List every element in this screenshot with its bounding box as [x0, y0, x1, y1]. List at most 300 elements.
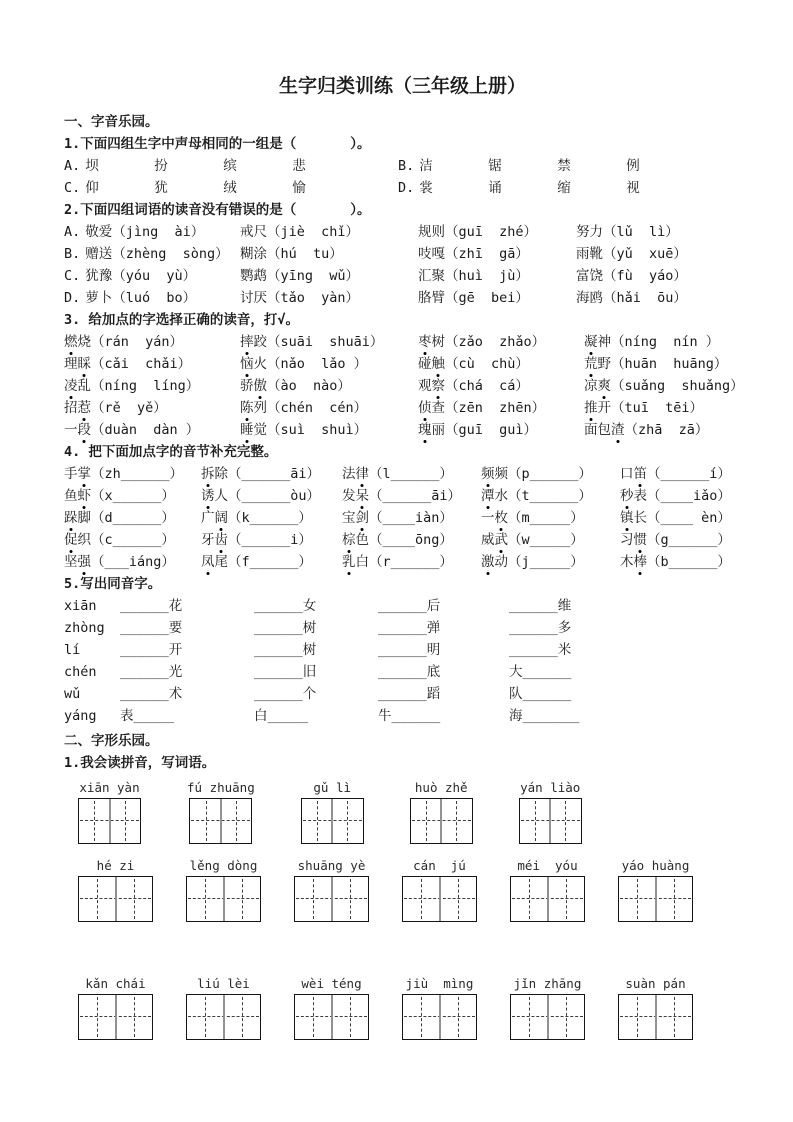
pinyin-text: 规则（guī zhé） [418, 224, 538, 240]
pinyin-options: （______òu） [228, 488, 321, 504]
dotted-word [240, 419, 418, 441]
pinyin-text: 吱嘎（zhī gā） [418, 246, 529, 262]
character: 觉 [253, 422, 267, 438]
pinyin-label: jiù mìng [405, 976, 474, 991]
character: 理 [64, 356, 78, 372]
option-character: 缩 [557, 180, 571, 196]
dotted-word [240, 331, 418, 353]
pinyin-options: （níng nín ） [611, 334, 720, 350]
pinyin-options: （zēn zhēn） [445, 400, 546, 416]
homophone-blank: ______花 [120, 598, 183, 614]
homophone-blank: 海_______ [509, 708, 580, 724]
writing-grid-box [402, 994, 477, 1040]
question-1-options [64, 155, 741, 199]
homophone-blank: ______后 [378, 598, 441, 614]
homophone-blank: 大______ [509, 664, 572, 680]
character: 面 [584, 422, 598, 438]
word-row [64, 485, 741, 507]
word-with-pinyin [576, 243, 741, 265]
writing-grid-box [402, 876, 477, 922]
pinyin-label: yán liào [520, 780, 581, 795]
pinyin-label: méi yóu [517, 858, 578, 873]
dotted-character: 掌 [78, 463, 92, 485]
dotted-word [64, 331, 240, 353]
pinyin-options: （m_____） [508, 510, 584, 526]
option-label: D. [64, 290, 81, 306]
word-with-pinyin [418, 287, 576, 309]
grid-box-row [78, 780, 741, 844]
pinyin-text: 敬爱（jìng ài） [85, 224, 205, 240]
dotted-word [64, 507, 201, 529]
dotted-character: 恼 [240, 353, 254, 375]
pinyin-options: （___iáng） [91, 554, 175, 570]
pinyin-text: 汇聚（huì jù） [418, 268, 529, 284]
character: 坚 [64, 554, 78, 570]
character: 一 [481, 510, 495, 526]
dotted-character: 凌 [64, 375, 78, 397]
pinyin-options: （____ōng） [369, 532, 453, 548]
option-label: B. [64, 246, 81, 262]
dotted-word [481, 507, 620, 529]
homophone-blank: 白_____ [254, 708, 309, 724]
grid-vertical-dash-line [205, 997, 206, 1037]
writing-grid-unit [294, 858, 369, 922]
pinyin-label: wǔ [64, 686, 81, 702]
writing-grid-box [294, 876, 369, 922]
question-2-options [64, 221, 741, 309]
grid-center-divider [549, 799, 551, 843]
pinyin-text: 鹦鹉（yīng wǔ） [240, 268, 360, 284]
pinyin-label: shuāng yè [297, 858, 366, 873]
writing-grid-unit [186, 976, 261, 1040]
character: 宝 [342, 510, 356, 526]
dotted-word [64, 375, 240, 397]
dotted-character: 激 [481, 551, 495, 573]
writing-grid-box [189, 798, 252, 844]
word-row [64, 507, 741, 529]
character: 长 [633, 510, 647, 526]
option-character: 裳 [419, 180, 433, 196]
writing-grid-box [78, 876, 153, 922]
grid-center-divider [655, 995, 657, 1039]
word-with-pinyin [576, 265, 741, 287]
character: 水 [494, 488, 508, 504]
option-group [398, 155, 741, 177]
dotted-word [64, 485, 201, 507]
homophone-blank: ______树 [254, 642, 317, 658]
option-label: C. [64, 268, 81, 284]
dotted-word [64, 529, 201, 551]
grid-box-row [78, 976, 741, 1040]
pinyin-options: （tuī tēi） [611, 400, 704, 416]
pinyin-options: （duàn dàn ） [91, 422, 200, 438]
dotted-word [620, 485, 741, 507]
pinyin-options: （guī guì） [445, 422, 538, 438]
option-character: 扮 [154, 158, 168, 174]
option-character: 洁 [419, 158, 433, 174]
pinyin-text: 糊涂（hú tu） [240, 246, 343, 262]
pinyin-options: （g______） [647, 532, 731, 548]
word-row [64, 331, 741, 353]
grid-vertical-dash-line [313, 997, 314, 1037]
homophone-blank: ______树 [254, 620, 317, 636]
option-character: 例 [626, 158, 640, 174]
grid-vertical-dash-line [236, 801, 237, 841]
pinyin-options: （zǎo zhǎo） [445, 334, 546, 350]
option-character: 视 [626, 180, 640, 196]
character: 火 [253, 356, 267, 372]
question-5-homophones [64, 595, 741, 727]
grid-vertical-dash-line [242, 997, 243, 1037]
character: 查 [431, 400, 445, 416]
pinyin-options: （b______） [647, 554, 731, 570]
homophone-blank: ______光 [120, 664, 183, 680]
pinyin-options: （ào nào） [267, 378, 351, 394]
pinyin-text: 讨厌（tǎo yàn） [240, 290, 360, 306]
character: 列 [253, 400, 267, 416]
dotted-word [240, 397, 418, 419]
grid-vertical-dash-line [426, 801, 427, 841]
dotted-word [620, 463, 741, 485]
pinyin-options: （chá cá） [445, 378, 529, 394]
writing-grid-box [510, 876, 585, 922]
dotted-character: 察 [432, 375, 446, 397]
dotted-word [481, 551, 620, 573]
grid-vertical-dash-line [134, 997, 135, 1037]
grid-center-divider [331, 799, 333, 843]
character: 跤 [253, 334, 267, 350]
character: 一 [64, 422, 78, 438]
character: 丽 [431, 422, 445, 438]
dotted-character: 剑 [356, 507, 370, 529]
grid-vertical-dash-line [421, 997, 422, 1037]
question-3-words [64, 331, 744, 441]
dotted-character: 镇 [620, 507, 634, 529]
dotted-character: 呆 [356, 485, 370, 507]
grid-vertical-dash-line [529, 879, 530, 919]
word-with-pinyin [418, 265, 576, 287]
option-group [64, 177, 398, 199]
pinyin-options: （c______） [91, 532, 175, 548]
page-title: 生字归类训练（三年级上册） [278, 75, 526, 97]
pinyin-options: （r______） [369, 554, 453, 570]
option-group [398, 177, 741, 199]
grid-center-divider [331, 995, 333, 1039]
pinyin-text: 海鸥（hǎi ōu） [576, 290, 687, 306]
word-with-pinyin [64, 221, 240, 243]
dotted-word [620, 507, 741, 529]
pinyin-options: （huān huāng） [611, 356, 728, 372]
homophone-row [64, 617, 741, 639]
writing-grid-unit [510, 858, 585, 922]
pinyin-text: 雨靴（yǔ xuē） [576, 246, 687, 262]
writing-grid-area [64, 780, 741, 1040]
option-character: 犹 [154, 180, 168, 196]
dotted-word [481, 485, 620, 507]
character: 乱 [77, 378, 91, 394]
dotted-character: 秒 [620, 485, 634, 507]
character: 动 [494, 554, 508, 570]
grid-vertical-dash-line [674, 879, 675, 919]
pinyin-options: （níng líng） [91, 378, 200, 394]
dotted-character: 枣 [418, 331, 432, 353]
pinyin-options: （nǎo lǎo ） [267, 356, 368, 372]
homophone-blank: 表_____ [120, 708, 175, 724]
dotted-character: 荒 [584, 353, 598, 375]
character: 木 [620, 554, 634, 570]
dotted-character: 睡 [240, 419, 254, 441]
dotted-word [342, 463, 481, 485]
character: 习 [620, 532, 634, 548]
grid-center-divider [440, 799, 442, 843]
pinyin-label: yáng [64, 708, 97, 724]
dotted-word [201, 551, 342, 573]
writing-grid-unit [402, 858, 477, 922]
grid-center-divider [115, 877, 117, 921]
pinyin-text: 犹豫（yóu yù） [85, 268, 197, 284]
dotted-character: 推 [584, 397, 598, 419]
word-with-pinyin [64, 243, 240, 265]
grid-vertical-dash-line [125, 801, 126, 841]
dotted-word [481, 463, 620, 485]
pinyin-label: lí [64, 642, 81, 658]
pinyin-options: （cǎi chǎi） [91, 356, 192, 372]
character: 神 [597, 334, 611, 350]
character: 法 [342, 466, 356, 482]
grid-vertical-dash-line [350, 997, 351, 1037]
character: 开 [597, 400, 611, 416]
grid-center-divider [223, 995, 225, 1039]
grid-vertical-dash-line [637, 997, 638, 1037]
dotted-word [481, 529, 620, 551]
writing-grid-unit [402, 976, 477, 1040]
dotted-character: 凝 [584, 331, 598, 353]
writing-grid-unit [78, 976, 153, 1040]
pinyin-text: 戒尺（jiè chǐ） [240, 224, 360, 240]
character: 碰 [418, 356, 432, 372]
dotted-word [584, 375, 744, 397]
option-character: 禁 [557, 158, 571, 174]
character: 树 [431, 334, 445, 350]
grid-vertical-dash-line [535, 801, 536, 841]
dotted-character: 爽 [598, 375, 612, 397]
dotted-character: 侦 [418, 397, 432, 419]
writing-grid-box [186, 876, 261, 922]
homophone-blank: ______维 [509, 598, 572, 614]
writing-grid-box [618, 876, 693, 922]
pinyin-options: （w_____） [508, 532, 584, 548]
option-label: A. [64, 224, 81, 240]
character: 织 [77, 532, 91, 548]
dotted-character: 触 [432, 353, 446, 375]
word-with-pinyin [240, 221, 418, 243]
pinyin-label: yáo huàng [621, 858, 690, 873]
homophone-blank: ______米 [509, 642, 572, 658]
grid-vertical-dash-line [97, 997, 98, 1037]
word-with-pinyin [64, 287, 240, 309]
homophone-blank: ______女 [254, 598, 317, 614]
writing-grid-box [519, 798, 582, 844]
grid-vertical-dash-line [637, 879, 638, 919]
option-label: C. [64, 180, 81, 196]
grid-vertical-dash-line [529, 997, 530, 1037]
dotted-word [418, 353, 584, 375]
homophone-blank: ______开 [120, 642, 183, 658]
writing-grid-box [78, 798, 141, 844]
word-row [64, 463, 741, 485]
word-with-pinyin [576, 221, 741, 243]
grid-vertical-dash-line [206, 801, 207, 841]
option-character: 缤 [223, 158, 237, 174]
section-phonics-heading: 一、字音乐园。 [64, 114, 159, 130]
dotted-character: 惯 [634, 529, 648, 551]
pinyin-options: （______āi） [369, 488, 462, 504]
dotted-word [584, 419, 741, 441]
option-row [64, 221, 741, 243]
pinyin-label: jǐn zhāng [513, 976, 582, 991]
writing-grid-unit [519, 780, 582, 844]
grid-vertical-dash-line [205, 879, 206, 919]
grid-center-divider [220, 799, 222, 843]
option-character: 绒 [223, 180, 237, 196]
grid-vertical-dash-line [565, 801, 566, 841]
pinyin-options: （____ èn） [647, 510, 731, 526]
writing-grid-unit [78, 780, 141, 844]
dotted-character: 虾 [78, 485, 92, 507]
character: 观 [418, 378, 432, 394]
dotted-character: 齿 [215, 529, 229, 551]
dotted-word [584, 331, 741, 353]
dotted-character: 拆 [201, 463, 215, 485]
option-character: 诵 [488, 180, 502, 196]
homophone-row [64, 683, 741, 705]
grid-vertical-dash-line [674, 997, 675, 1037]
option-character: 愉 [292, 180, 306, 196]
grid-center-divider [439, 995, 441, 1039]
option-group [64, 155, 398, 177]
pinyin-options: （j_____） [508, 554, 584, 570]
homophone-row [64, 705, 741, 727]
word-with-pinyin [240, 287, 418, 309]
character: 色 [355, 532, 369, 548]
grid-vertical-dash-line [317, 801, 318, 841]
grid-vertical-dash-line [566, 879, 567, 919]
dotted-word [584, 397, 741, 419]
pinyin-options: （rán yán） [91, 334, 184, 350]
pinyin-label: xiān [64, 598, 97, 614]
pinyin-options: （______i） [228, 532, 312, 548]
pinyin-options: （x______） [91, 488, 175, 504]
dotted-word [418, 331, 584, 353]
word-with-pinyin [240, 265, 418, 287]
dotted-word [342, 485, 481, 507]
character: 威 [481, 532, 495, 548]
dotted-word [240, 375, 418, 397]
dotted-character: 傲 [254, 375, 268, 397]
pinyin-options: （zh______） [91, 466, 184, 482]
grid-vertical-dash-line [134, 879, 135, 919]
pinyin-label: huò zhě [414, 780, 468, 795]
pinyin-label: fú zhuāng [187, 780, 255, 795]
dotted-word [418, 397, 584, 419]
grid-center-divider [655, 877, 657, 921]
dotted-character: 睬 [78, 353, 92, 375]
word-with-pinyin [418, 243, 576, 265]
grid-box-row [78, 858, 741, 922]
dotted-character: 渣 [611, 419, 625, 441]
option-character: 悲 [292, 158, 306, 174]
pinyin-options: （______í） [647, 466, 731, 482]
pinyin-label: kǎn chái [85, 976, 146, 991]
word-row [64, 353, 741, 375]
option-label: D. [398, 180, 415, 196]
writing-grid-unit [510, 976, 585, 1040]
dotted-character: 棕 [342, 529, 356, 551]
character: 烧 [77, 334, 91, 350]
grid-vertical-dash-line [456, 801, 457, 841]
character: 招 [64, 400, 78, 416]
option-label: B. [398, 158, 415, 174]
question-2-text: 2.下面四组词语的读音没有错误的是（ ）。 [64, 202, 371, 218]
dotted-word [201, 507, 342, 529]
grid-vertical-dash-line [94, 801, 95, 841]
pinyin-label: liú lèi [197, 976, 250, 991]
word-with-pinyin [418, 221, 576, 243]
dotted-character: 跺 [64, 507, 78, 529]
grid-center-divider [109, 799, 111, 843]
character: 脚 [77, 510, 91, 526]
grid-vertical-dash-line [566, 997, 567, 1037]
dotted-word [201, 463, 342, 485]
homophone-blank: ______术 [120, 686, 183, 702]
pinyin-label: hé zi [96, 858, 135, 873]
dotted-character: 促 [64, 529, 78, 551]
pinyin-label: cán jú [413, 858, 466, 873]
dotted-word [620, 529, 741, 551]
writing-grid-unit [187, 780, 255, 844]
word-row [64, 419, 741, 441]
homophone-blank: 牛______ [378, 708, 441, 724]
dotted-word [240, 353, 418, 375]
grid-center-divider [331, 877, 333, 921]
question-3-text: 3. 给加点的字选择正确的读音，打√。 [64, 312, 300, 328]
pinyin-text: 赠送（zhèng sòng） [85, 246, 229, 262]
grid-center-divider [439, 877, 441, 921]
pinyin-options: （f______） [228, 554, 312, 570]
pinyin-options: （cù chù） [445, 356, 529, 372]
dotted-word [418, 375, 584, 397]
section2-question-1-text: 1.我会读拼音，写词语。 [64, 755, 216, 771]
homophone-blank: ______明 [378, 642, 441, 658]
writing-grid-unit [410, 780, 473, 844]
writing-grid-unit [186, 858, 261, 922]
pinyin-options: （p______） [508, 466, 592, 482]
pinyin-text: 胳臂（gē bei） [418, 290, 529, 306]
writing-grid-unit [618, 858, 693, 922]
pinyin-options: （l______） [369, 466, 453, 482]
dotted-word [64, 551, 201, 573]
grid-center-divider [115, 995, 117, 1039]
word-row [64, 375, 744, 397]
question-4-words [64, 463, 741, 573]
pinyin-options: （______āi） [228, 466, 321, 482]
pinyin-options: （zhā zā） [624, 422, 709, 438]
writing-grid-box [186, 994, 261, 1040]
dotted-character: 陈 [240, 397, 254, 419]
dotted-word [418, 419, 584, 441]
homophone-blank: ______个 [254, 686, 317, 702]
writing-grid-unit [294, 976, 369, 1040]
